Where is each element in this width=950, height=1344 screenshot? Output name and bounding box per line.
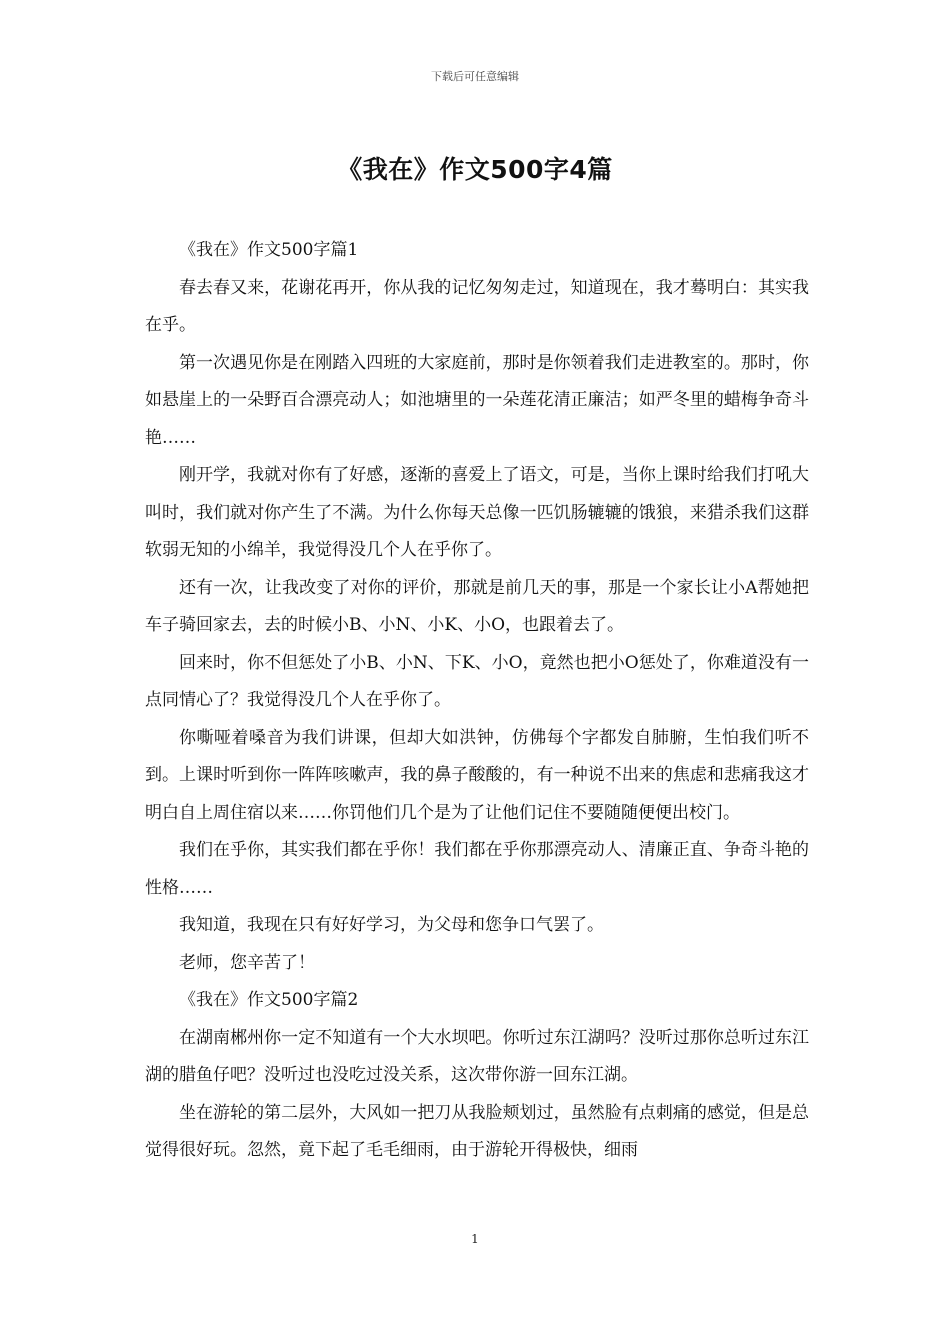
paragraph: 老师，您辛苦了！ [179,952,315,973]
paragraph: 春去春又来，花谢花再开，你从我的记忆匆匆走过，知道现在，我才蓦明白：其实我在乎。 [145,277,809,335]
paragraph: 在湖南郴州你一定不知道有一个大水坝吧。你听过东江湖吗？没听过那你总听过东江湖的腊鱼仔吧？没听过也没吃过没关系，这次带你游一回东江湖。 [145,1027,809,1085]
paragraph: 坐在游轮的第二层外，大风如一把刀从我脸颊划过，虽然脸有点刺痛的感觉，但是总觉得很好玩。忽然，竟下起了毛毛细雨，由于游轮开得极快，细雨 [145,1102,809,1160]
paragraph: 第一次遇见你是在刚踏入四班的大家庭前，那时是你领着我们走进教室的。那时，你如悬崖上的一朵野百合漂亮动人；如池塘里的一朵莲花清正廉洁；如严冬里的蜡梅争奇斗艳…… [145,352,809,448]
section-heading-2: 《我在》作文500字篇2 [179,990,359,1010]
section-heading-1: 《我在》作文500字篇1 [179,240,359,260]
paragraph: 刚开学，我就对你有了好感，逐渐的喜爱上了语文，可是，当你上课时给我们打吼大叫时，我们就对你产生了不满。为什么你每天总像一匹饥肠辘辘的饿狼，来猎杀我们这群软弱无知的小绵羊，我觉得没几个人在乎你了。 [145,465,809,560]
paragraph: 你嘶哑着嗓音为我们讲课，但却大如洪钟，仿佛每个字都发自肺腑，生怕我们听不到。上课时听到你一阵阵咳嗽声，我的鼻子酸酸的，有一种说不出来的焦虑和悲痛我这才明白自上周住宿以来……你罚他们几个是为了让他们记住不要随随便便出校门。 [145,727,809,823]
header-note: 下载后可任意编辑 [431,70,519,83]
paragraph: 还有一次，让我改变了对你的评价，那就是前几天的事，那是一个家长让小A帮她把车子骑回家去，去的时候小B、小N、小K、小O，也跟着去了。 [145,577,809,635]
paragraph: 回来时，你不但惩处了小B、小N、下K、小O，竟然也把小O惩处了，你难道没有一点同情心了？我觉得没几个人在乎你了。 [145,652,809,710]
document-body [145,232,809,1170]
paragraph: 我们在乎你，其实我们都在乎你！我们都在乎你那漂亮动人、清廉正直、争奇斗艳的性格…… [145,840,809,898]
paragraph: 我知道，我现在只有好好学习，为父母和您争口气罢了。 [179,915,604,935]
page-number: 1 [471,1232,479,1246]
document-title: 《我在》作文500字4篇 [337,155,613,184]
